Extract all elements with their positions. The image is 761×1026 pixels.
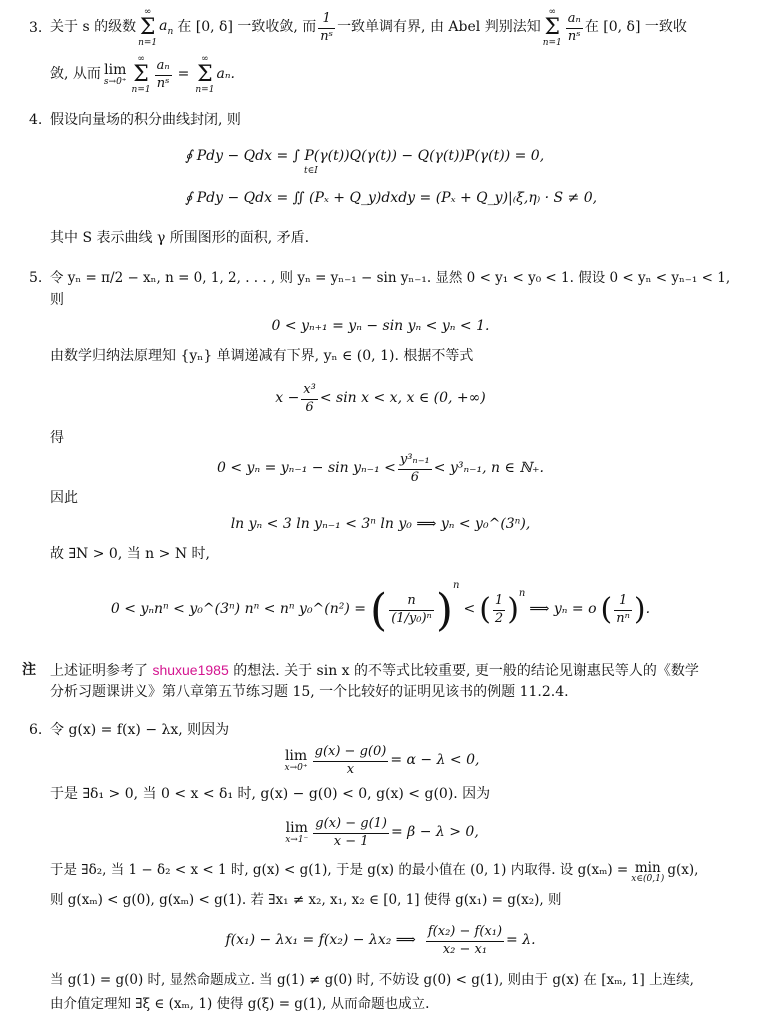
item-6-equation-3 <box>0 918 761 964</box>
item-6-line-2: 于是 ∃δ₁ > 0, 当 0 < x < δ₁ 时, g(x) − g(0) < 0, g(x) < g(0). 因为 <box>50 786 491 802</box>
left-paren-icon: ( <box>600 592 613 628</box>
eq2-right: < sin x < x, x ∈ (0, +∞) <box>319 390 486 407</box>
sigma-icon: Σ <box>139 15 156 40</box>
fraction-difference-quotient <box>426 924 504 958</box>
half-denominator: 2 <box>494 610 504 626</box>
sum-operator-1 <box>138 8 157 48</box>
note-text-a: 上述证明参考了 <box>50 663 148 679</box>
min-subscript: x∈(0,1) <box>631 874 665 885</box>
item-4-eq1-subscript: t∈I <box>304 166 318 176</box>
limit-operator: lim s→0⁺ <box>103 61 127 87</box>
shuxue1985-link[interactable]: shuxue1985 <box>152 662 229 678</box>
sum-operator-2 <box>543 8 562 48</box>
eq1-limit-subscript: x→0⁺ <box>284 762 308 773</box>
note-line-1 <box>50 662 699 681</box>
item-6-line-3 <box>50 862 698 888</box>
frac1-denominator: nˢ <box>320 28 334 44</box>
eq5-power-1: n <box>453 580 460 591</box>
item-6-line-3-end: g(x), <box>667 862 699 878</box>
item-number-3: 3. <box>29 20 43 36</box>
eq6-2-rhs: = β − λ > 0, <box>391 824 479 841</box>
item-5-line-1: 令 yₙ = π/2 − xₙ, n = 0, 1, 2, . . . , 则 yₙ = yₙ₋₁ − sin yₙ₋₁. 显然 0 < y₁ < y₀ < 1. 假设 0 < yₙ < yₙ₋₁ < 1, <box>50 270 731 286</box>
item-5-equation-1: 0 < yₙ₊₁ = yₙ − sin yₙ < yₙ < 1. <box>271 318 490 334</box>
eq5-left: 0 < yₙnⁿ < y₀^(3ⁿ) nⁿ < nⁿ y₀^(n²) = <box>110 601 367 618</box>
item-6-equation-1 <box>0 738 761 784</box>
sigma-icon: Σ <box>197 62 213 87</box>
sum2-upper: ∞ <box>548 7 556 17</box>
item-6-line-6: 由介值定理知 ∃ξ ∈ (xₘ, 1) 使得 g(ξ) = g(1), 从而命题也成立. <box>50 996 430 1012</box>
item-4-conclusion: 其中 S 表示曲线 γ 所围图形的面积, 矛盾. <box>50 230 310 246</box>
eq6-2-numerator: g(x) − g(1) <box>313 816 389 833</box>
eq6-3-denominator: x₂ − x₁ <box>442 941 488 957</box>
item-3-line-1 <box>50 6 687 50</box>
equals-sign: = <box>177 66 190 83</box>
min-word: min <box>634 860 661 876</box>
item-3-text-f: aₙ. <box>216 66 235 83</box>
eq2-limit-subscript: x→1⁻ <box>285 834 309 845</box>
eq6-1-rhs: = α − λ < 0, <box>390 752 480 769</box>
eq6-3-right: = λ. <box>506 932 536 949</box>
item-5-equation-5: 0 < yₙnⁿ < y₀^(3ⁿ) nⁿ < nⁿ y₀^(n²) = ( $\frac{n}{\text{(1/y₀)ⁿ}}$ ) $^n$ < ( $\frac{1}{2}$ ) $^n$ ⟹ yₙ = o ( $\frac{1}{\text{nⁿ}}$ ) . <box>110 580 651 636</box>
sum3-upper: ∞ <box>137 54 145 64</box>
item-number-5: 5. <box>29 270 43 286</box>
eq3-left: 0 < yₙ = yₙ₋₁ − sin yₙ₋₁ < <box>217 460 396 477</box>
eq6-3-left: f(x₁) − λx₁ = f(x₂) − λx₂ ⟹ <box>225 932 416 949</box>
eq5-right: ⟹ yₙ = o <box>529 601 597 618</box>
item-6-line-4: 则 g(xₘ) < g(0), g(xₘ) < g(1). 若 ∃x₁ ≠ x₂, x₁, x₂ ∈ [0, 1] 使得 g(x₁) = g(x₂), 则 <box>50 892 562 908</box>
limit-subscript: s→0⁺ <box>103 76 127 87</box>
fraction-an-over-ns <box>566 11 583 45</box>
item-4-equation-1 <box>185 148 544 166</box>
fraction-n-over-recip-y0 <box>389 593 434 627</box>
sum2-lower: n=1 <box>542 38 562 48</box>
limit-operator-2: lim x→0⁺ <box>284 747 308 773</box>
item-3-text-d: 在 [0, δ] 一致收 <box>584 19 687 36</box>
sigma-icon: Σ <box>544 15 561 40</box>
fraction-gx-g1-over-x-1 <box>313 816 389 850</box>
o-numerator: 1 <box>614 593 632 610</box>
eq2-numerator: x³ <box>301 382 318 399</box>
limit-operator-3: lim x→1⁻ <box>285 819 309 845</box>
sum1-upper: ∞ <box>143 7 152 17</box>
eq6-2-denominator: x − 1 <box>333 833 369 849</box>
item-3-text-b: 在 [0, δ] 一致收敛, 而 <box>177 19 317 36</box>
frac2-numerator: aₙ <box>566 11 583 28</box>
sigma-icon: Σ <box>133 62 149 87</box>
half-numerator: 1 <box>493 593 505 610</box>
item-number-6: 6. <box>29 722 43 738</box>
o-denominator: nⁿ <box>616 610 630 626</box>
sum-operator-3 <box>132 55 151 95</box>
eq1-text: ∮ Pdy − Qdx = ∫ P(γ(t))Q(γ(t)) − Q(γ(t))P(γ(t)) = 0, <box>185 148 545 164</box>
eq2-denominator: 6 <box>305 399 314 415</box>
sum3-lower: n=1 <box>131 85 151 95</box>
item-3-text-c: 一致单调有界, 由 Abel 判别法知 <box>337 19 541 36</box>
item-3-line-2 <box>50 52 235 98</box>
fraction-x3-over-6 <box>301 382 318 416</box>
item-3-text-a: 关于 s 的级数 <box>50 19 137 36</box>
left-paren-icon: ( <box>370 584 388 636</box>
item-6-line-3-text: 于是 ∃δ₂, 当 1 − δ₂ < x < 1 时, g(x) < g(1), 于是 g(x) 的最小值在 (0, 1) 内取得. 设 g(xₘ) = <box>50 862 629 878</box>
right-paren-icon: ) <box>435 584 453 636</box>
eq3-denominator: 6 <box>410 469 419 485</box>
eq6-1-numerator: g(x) − g(0) <box>313 744 389 761</box>
item-5-line-3: 由数学归纳法原理知 {yₙ} 单调递减有下界, yₙ ∈ (0, 1). 根据不等式 <box>50 348 474 364</box>
item-5-equation-4: ln yₙ < 3 ln yₙ₋₁ < 3ⁿ ln y₀ ⟹ yₙ < y₀^(3ⁿ), <box>230 516 531 532</box>
fraction-1-over-nn <box>614 593 632 627</box>
frac2-denominator: nˢ <box>567 28 581 44</box>
min-operator <box>631 861 664 885</box>
right-paren-icon: ) <box>507 592 519 628</box>
eq5-middle: < <box>463 601 476 618</box>
sum1-term-symbol: a <box>159 17 168 34</box>
right-paren-icon: ) <box>633 592 646 628</box>
item-5-equation-2 <box>0 376 761 422</box>
sum1-term: $a_n$ <box>159 17 174 37</box>
eq5-big-numerator: n <box>389 593 434 610</box>
item-4-intro: 假设向量场的积分曲线封闭, 则 <box>50 112 241 128</box>
frac3-denominator: nˢ <box>156 75 170 91</box>
item-5-line-6: 故 ∃N > 0, 当 n > N 时, <box>50 546 210 562</box>
eq6-3-numerator: f(x₂) − f(x₁) <box>426 924 504 941</box>
sum-operator-4 <box>195 55 214 95</box>
eq5-big-denominator: (1/y₀)ⁿ <box>391 610 432 626</box>
item-5-equation-3 <box>0 446 761 492</box>
eq3-numerator: y³ₙ₋₁ <box>398 452 432 469</box>
item-5-line-2: 则 <box>50 292 64 308</box>
item-4-equation-2: ∮ Pdy − Qdx = ∬ (Pₓ + Q_y)dxdy = (Pₓ + Q_y)|₍ξ,η₎ · S ≠ 0, <box>185 190 598 206</box>
note-label: 注 <box>22 662 36 678</box>
item-5-line-5: 因此 <box>50 490 78 506</box>
item-3-text-e: 敛, 从而 <box>50 66 101 83</box>
fraction-an-over-ns-2 <box>155 58 172 92</box>
eq2-left: x − <box>275 390 300 407</box>
note-text-b: 的想法. 关于 sin x 的不等式比较重要, 更一般的结论见谢惠民等人的《数学 <box>233 663 699 679</box>
eq3-right: < y³ₙ₋₁, n ∈ ℕ₊. <box>433 460 544 477</box>
item-6-line-1: 令 g(x) = f(x) − λx, 则因为 <box>50 722 230 738</box>
eq5-power-2: n <box>518 588 526 599</box>
sum4-upper: ∞ <box>201 54 209 64</box>
sum1-lower: n=1 <box>138 38 158 48</box>
note-line-2: 分析习题课讲义》第八章第五节练习题 15, 一个比较好的证明见该书的例题 11.2.4. <box>50 684 569 700</box>
item-6-line-5: 当 g(1) = g(0) 时, 显然命题成立. 当 g(1) ≠ g(0) 时, 不妨设 g(0) < g(1), 则由于 g(x) 在 [xₘ, 1] 上连续, <box>50 972 694 988</box>
sum4-lower: n=1 <box>195 85 215 95</box>
frac1-numerator: 1 <box>318 11 335 28</box>
eq6-1-denominator: x <box>346 761 355 777</box>
item-number-4: 4. <box>29 112 43 128</box>
item-6-equation-2 <box>0 810 761 856</box>
fraction-one-half <box>493 593 505 627</box>
fraction-gx-g0-over-x <box>313 744 389 778</box>
left-paren-icon: ( <box>479 592 491 628</box>
fraction-y3-over-6 <box>398 452 432 486</box>
frac3-numerator: aₙ <box>155 58 172 75</box>
item-5-line-4: 得 <box>50 430 64 446</box>
fraction-1-over-ns <box>318 11 335 45</box>
